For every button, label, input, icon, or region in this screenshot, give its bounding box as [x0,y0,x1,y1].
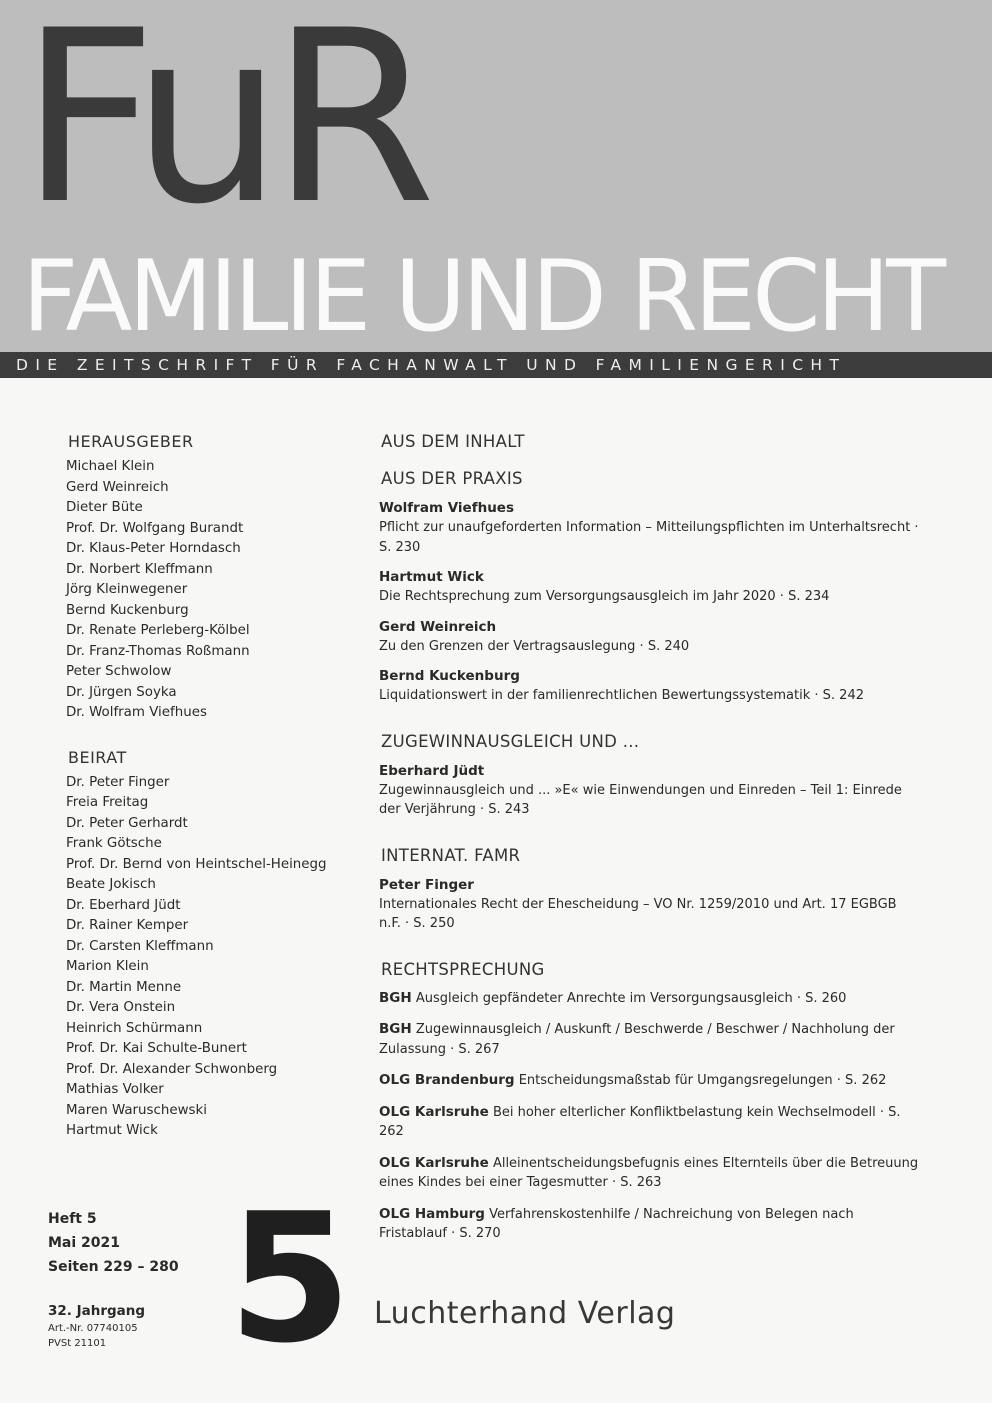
person-name: Mathias Volker [66,1082,164,1097]
article-title: Zugewinnausgleich und ... »E« wie Einwendungen und Einreden – Teil 1: Einrede der Verjährung · S. 243 [379,782,902,817]
person-name: Freia Freitag [66,795,149,810]
person-name: Marion Klein [66,959,149,974]
person-name: Beate Jokisch [66,877,156,892]
ruling-court: BGH [379,1021,412,1037]
article-entry [379,498,919,557]
person-name: Dr. Carsten Kleffmann [66,938,214,954]
article-entry [379,875,919,934]
person-name: Dr. Renate Perleberg-Kölbel [66,623,250,638]
internat-heading: INTERNAT. FAMR [381,845,521,865]
ruling-text: Ausgleich gepfändeter Anrechte im Versorgungsausgleich · S. 260 [415,990,847,1006]
person-name: Dr. Norbert Kleffmann [66,561,213,577]
person-name: Dr. Klaus-Peter Horndasch [66,541,241,556]
ruling-court: OLG Hamburg [379,1205,485,1222]
article-entry [379,617,919,657]
person-name: Dr. Peter Finger [66,774,170,790]
person-name: Bernd Kuckenburg [66,602,189,618]
article-author: Wolfram Viefhues [379,500,514,516]
ruling-text: Bei hoher elterlicher Konfliktbelastung kein Wechselmodell · S. 262 [379,1104,901,1139]
contents-column [379,432,919,1256]
person-name: Prof. Dr. Kai Schulte-Bunert [66,1041,247,1056]
article-entry [379,666,919,706]
editors-column [66,432,356,1166]
ruling-entry [379,1205,919,1244]
ruling-court: OLG Karlsruhe [379,1154,489,1171]
article-entry [379,567,919,607]
contents-heading: AUS DEM INHALT [381,432,525,451]
issue-heft: Heft 5 [48,1211,97,1227]
publisher-name: Luchterhand Verlag [374,1296,676,1331]
issue-pvst: PVSt 21101 [48,1338,107,1349]
person-name: Hartmut Wick [66,1123,158,1138]
article-author: Eberhard Jüdt [379,762,485,779]
article-author: Hartmut Wick [379,569,484,585]
issue-art-nr: Art.-Nr. 07740105 [48,1323,138,1334]
ruling-court: BGH [379,989,412,1006]
person-name: Dr. Eberhard Jüdt [66,897,181,913]
article-title: Liquidationswert in der familienrechtlichen Bewertungssystematik · S. 242 [379,688,864,703]
zugewinn-heading: ZUGEWINNAUSGLEICH UND ... [381,731,640,751]
masthead [0,0,992,352]
ruling-court: OLG Karlsruhe [379,1103,489,1120]
article-title: Internationales Recht der Ehescheidung – VO Nr. 1259/2010 und Art. 17 EGBGB n.F. · S. 250 [379,896,897,931]
person-name: Dr. Rainer Kemper [66,918,189,933]
person-name: Dieter Büte [66,500,143,515]
article-author: Peter Finger [379,876,474,893]
ruling-entry [379,1154,919,1193]
zugewinn-articles [379,761,919,820]
person-name: Dr. Vera Onstein [66,1000,176,1015]
person-name: Prof. Dr. Alexander Schwonberg [66,1061,278,1077]
person-name: Prof. Dr. Bernd von Heintschel-Heinegg [66,856,327,872]
person-name: Dr. Martin Menne [66,979,182,995]
issue-number: 5 [228,1175,352,1382]
article-title: Pflicht zur unaufgeforderten Information – Mitteilungspflichten im Unterhaltsrecht · S. 230 [379,520,919,555]
person-name: Dr. Franz-Thomas Roßmann [66,643,250,659]
person-name: Prof. Dr. Wolfgang Burandt [66,520,244,536]
article-title: Zu den Grenzen der Vertragsauslegung · S. 240 [379,638,690,654]
journal-tagline: DIE ZEITSCHRIFT FÜR FACHANWALT UND FAMILIENGERICHT [0,352,992,378]
praxis-heading: AUS DER PRAXIS [381,469,523,488]
person-name: Michael Klein [66,459,155,474]
herausgeber-heading: HERAUSGEBER [68,432,194,451]
person-name: Maren Waruschewski [66,1102,207,1118]
person-name: Dr. Wolfram Viefhues [66,705,207,720]
ruling-text: Alleinentscheidungsbefugnis eines Elternteils über die Betreuung eines Kindes bei einer Tagesmutter · S. 263 [379,1155,919,1190]
article-author: Bernd Kuckenburg [379,668,520,684]
person-name: Jörg Kleinwegener [66,582,188,597]
ruling-court: OLG Brandenburg [379,1072,515,1088]
journal-title: FAMILIE UND RECHT [22,240,943,352]
ruling-text: Entscheidungsmaßstab für Umgangsregelungen · S. 262 [518,1073,887,1088]
internat-articles [379,875,919,934]
beirat-heading: BEIRAT [68,747,127,767]
person-name: Heinrich Schürmann [66,1020,203,1036]
article-author: Gerd Weinreich [379,618,497,635]
journal-logo: FuR [20,0,425,257]
issue-pages: Seiten 229 – 280 [48,1259,179,1275]
rulings-list [379,989,919,1244]
herausgeber-list [66,457,356,724]
ruling-entry [379,1103,919,1142]
person-name: Peter Schwolow [66,664,172,679]
person-name: Dr. Peter Gerhardt [66,815,188,831]
person-name: Gerd Weinreich [66,479,169,495]
ruling-entry [379,989,919,1009]
issue-year: 32. Jahrgang [48,1303,146,1319]
rechtsprechung-heading: RECHTSPRECHUNG [381,959,545,979]
issue-date: Mai 2021 [48,1235,121,1251]
person-name: Dr. Jürgen Soyka [66,684,177,700]
article-entry [379,761,919,820]
issue-info [48,1207,228,1351]
person-name: Frank Götsche [66,836,162,851]
ruling-text: Zugewinnausgleich / Auskunft / Beschwerde / Beschwer / Nachholung der Zulassung · S. 267 [379,1022,895,1057]
ruling-entry [379,1071,919,1091]
ruling-text: Verfahrenskostenhilfe / Nachreichung von Belegen nach Fristablauf · S. 270 [379,1206,854,1241]
beirat-list [66,773,356,1142]
ruling-entry [379,1020,919,1059]
article-title: Die Rechtsprechung zum Versorgungsausgleich im Jahr 2020 · S. 234 [379,589,830,604]
praxis-articles [379,498,919,706]
